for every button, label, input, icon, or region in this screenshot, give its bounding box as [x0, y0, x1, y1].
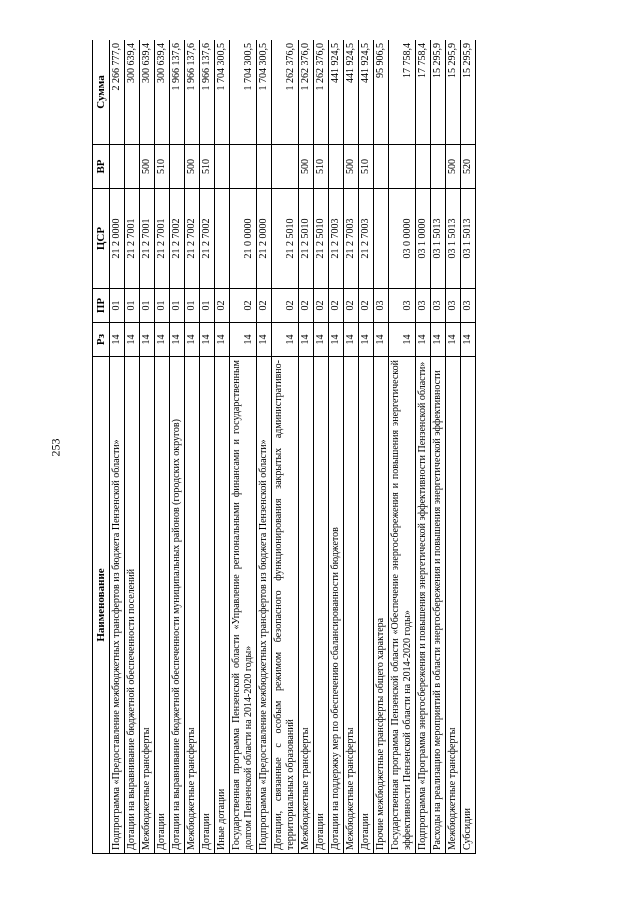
row-rz: 14: [257, 323, 272, 357]
row-vr: [230, 145, 257, 189]
table-row: [170, 40, 185, 854]
table-row: [110, 40, 125, 854]
row-sum: 300 639,4: [125, 40, 140, 145]
row-name: Дотации: [314, 357, 329, 854]
row-csr: 03 1 0000: [416, 189, 431, 289]
row-csr: 21 2 7003: [329, 189, 344, 289]
row-vr: 500: [185, 145, 200, 189]
row-pr: 01: [125, 289, 140, 323]
row-pr: 01: [200, 289, 215, 323]
row-csr: 03 1 5013: [446, 189, 461, 289]
row-name: Подпрограмма «Предоставление межбюджетных трансфертов из бюджета Пензенской области»: [257, 357, 272, 854]
row-csr: 21 2 5010: [299, 189, 314, 289]
header-name: Наименование: [93, 357, 110, 854]
row-name: Государственная программа Пензенской области «Обеспечение энергосбережения и повышения энергетической эффективности Пензенской области на 2014-2020 годы»: [389, 357, 416, 854]
row-sum: 441 924,5: [329, 40, 344, 145]
row-rz: 14: [461, 323, 476, 357]
header-csr: ЦСР: [93, 189, 110, 289]
row-pr: 02: [314, 289, 329, 323]
row-name: Дотации на поддержку мер по обеспечению сбалансированности бюджетов: [329, 357, 344, 854]
row-sum: 1 262 376,0: [299, 40, 314, 145]
table-row: [125, 40, 140, 854]
row-vr: [416, 145, 431, 189]
row-vr: [431, 145, 446, 189]
row-vr: [374, 145, 389, 189]
row-name: Дотации на выравнивание бюджетной обеспеченности поселений: [125, 357, 140, 854]
row-csr: 21 2 5010: [272, 189, 299, 289]
row-sum: 15 295,9: [431, 40, 446, 145]
row-pr: 02: [230, 289, 257, 323]
row-pr: 03: [416, 289, 431, 323]
row-vr: 500: [140, 145, 155, 189]
row-name: Подпрограмма «Предоставление межбюджетных трансфертов из бюджета Пензенской области»: [110, 357, 125, 854]
row-pr: 02: [344, 289, 359, 323]
row-name: Межбюджетные трансферты: [140, 357, 155, 854]
page-number: 253: [48, 438, 63, 457]
row-pr: 01: [110, 289, 125, 323]
row-rz: 14: [389, 323, 416, 357]
row-vr: [272, 145, 299, 189]
row-rz: 14: [230, 323, 257, 357]
row-vr: [215, 145, 230, 189]
row-pr: 01: [140, 289, 155, 323]
header-sum: Сумма: [93, 40, 110, 145]
row-csr: 21 2 7002: [185, 189, 200, 289]
row-name: Государственная программа Пензенской области «Управление региональными финансами и государственным долгом Пензенской области на 2014-2020 годы»: [230, 357, 257, 854]
row-name: Дотации: [155, 357, 170, 854]
row-csr: 21 2 0000: [110, 189, 125, 289]
row-sum: 1 704 300,5: [215, 40, 230, 145]
row-sum: 17 758,4: [416, 40, 431, 145]
row-rz: 14: [272, 323, 299, 357]
row-csr: 21 2 7002: [170, 189, 185, 289]
row-pr: 02: [257, 289, 272, 323]
row-name: Подпрограмма «Программа энергосбережения и повышения энергетической эффективности Пензенской области»: [416, 357, 431, 854]
row-name: Дотации: [200, 357, 215, 854]
table-row: [272, 40, 299, 854]
row-name: Субсидии: [461, 357, 476, 854]
row-rz: 14: [140, 323, 155, 357]
row-vr: 510: [200, 145, 215, 189]
table-row: [299, 40, 314, 854]
row-rz: 14: [431, 323, 446, 357]
row-name: Иные дотации: [215, 357, 230, 854]
row-vr: 500: [446, 145, 461, 189]
row-rz: 14: [170, 323, 185, 357]
row-rz: 14: [344, 323, 359, 357]
row-sum: 2 266 777,0: [110, 40, 125, 145]
row-pr: 03: [389, 289, 416, 323]
header-vr: ВР: [93, 145, 110, 189]
row-sum: 1 262 376,0: [272, 40, 299, 145]
table-row: [230, 40, 257, 854]
table-row: [374, 40, 389, 854]
row-pr: 03: [461, 289, 476, 323]
row-vr: 510: [314, 145, 329, 189]
table-row: [155, 40, 170, 854]
row-sum: 1 262 376,0: [314, 40, 329, 145]
row-pr: 02: [329, 289, 344, 323]
row-vr: [110, 145, 125, 189]
row-csr: 21 2 5010: [314, 189, 329, 289]
row-sum: 1 966 137,6: [185, 40, 200, 145]
row-sum: 95 906,5: [374, 40, 389, 145]
header-pr: ПР: [93, 289, 110, 323]
row-name: Дотации: [359, 357, 374, 854]
row-csr: 21 2 0000: [257, 189, 272, 289]
table-row: [200, 40, 215, 854]
rotated-page-content: [92, 40, 558, 854]
table-row: [185, 40, 200, 854]
row-vr: 500: [344, 145, 359, 189]
row-sum: 17 758,4: [389, 40, 416, 145]
row-pr: 02: [299, 289, 314, 323]
row-csr: 21 2 7001: [155, 189, 170, 289]
row-rz: 14: [416, 323, 431, 357]
row-vr: 500: [299, 145, 314, 189]
row-name: Дотации на выравнивание бюджетной обеспеченности муниципальных районов (городских округов): [170, 357, 185, 854]
table-row: [257, 40, 272, 854]
row-vr: 510: [155, 145, 170, 189]
row-vr: [257, 145, 272, 189]
row-csr: 03 0 0000: [389, 189, 416, 289]
table-row: [461, 40, 476, 854]
row-sum: 441 924,5: [344, 40, 359, 145]
rotated-table-area: [92, 40, 558, 854]
row-csr: 21 2 7001: [140, 189, 155, 289]
row-sum: 1 966 137,6: [170, 40, 185, 145]
row-sum: 15 295,9: [461, 40, 476, 145]
row-pr: 01: [155, 289, 170, 323]
row-csr: 21 0 0000: [230, 189, 257, 289]
table-row: [314, 40, 329, 854]
row-name: Межбюджетные трансферты: [185, 357, 200, 854]
row-rz: 14: [446, 323, 461, 357]
row-name: Межбюджетные трансферты: [299, 357, 314, 854]
table-row: [140, 40, 155, 854]
row-name: Межбюджетные трансферты: [344, 357, 359, 854]
row-sum: 441 924,5: [359, 40, 374, 145]
row-name: Расходы на реализацию мероприятий в области энергосбережения и повышения энергетической эффективности: [431, 357, 446, 854]
table-row: [215, 40, 230, 854]
row-pr: 03: [446, 289, 461, 323]
row-vr: [170, 145, 185, 189]
row-pr: 02: [359, 289, 374, 323]
table-row: [389, 40, 416, 854]
budget-table: [92, 40, 476, 854]
table-row: [431, 40, 446, 854]
row-rz: 14: [200, 323, 215, 357]
row-csr: 21 2 7003: [359, 189, 374, 289]
table-row: [329, 40, 344, 854]
table-row: [359, 40, 374, 854]
row-rz: 14: [110, 323, 125, 357]
row-csr: 03 1 5013: [431, 189, 446, 289]
row-vr: 520: [461, 145, 476, 189]
row-pr: 02: [272, 289, 299, 323]
row-csr: 21 2 7002: [200, 189, 215, 289]
row-rz: 14: [329, 323, 344, 357]
row-sum: 300 639,4: [140, 40, 155, 145]
row-rz: 14: [374, 323, 389, 357]
row-csr: 03 1 5013: [461, 189, 476, 289]
row-csr: 21 2 7001: [125, 189, 140, 289]
row-rz: 14: [125, 323, 140, 357]
row-pr: 01: [170, 289, 185, 323]
row-rz: 14: [314, 323, 329, 357]
row-pr: 03: [431, 289, 446, 323]
row-sum: 1 704 300,5: [230, 40, 257, 145]
row-vr: [125, 145, 140, 189]
row-csr: [215, 189, 230, 289]
row-rz: 14: [359, 323, 374, 357]
row-pr: 03: [374, 289, 389, 323]
table-header-row: [93, 40, 110, 854]
row-sum: 300 639,4: [155, 40, 170, 145]
row-rz: 14: [185, 323, 200, 357]
row-name: Дотации, связанные с особым режимом безопасного функционирования закрытых административно-территориальных образований: [272, 357, 299, 854]
row-vr: [329, 145, 344, 189]
row-csr: 21 2 7003: [344, 189, 359, 289]
header-rz: Рз: [93, 323, 110, 357]
row-sum: 1 704 300,5: [257, 40, 272, 145]
row-vr: [389, 145, 416, 189]
table-row: [416, 40, 431, 854]
row-rz: 14: [155, 323, 170, 357]
row-pr: 01: [185, 289, 200, 323]
row-vr: 510: [359, 145, 374, 189]
table-row: [344, 40, 359, 854]
table-row: [446, 40, 461, 854]
row-csr: [374, 189, 389, 289]
row-sum: 15 295,9: [446, 40, 461, 145]
row-rz: 14: [215, 323, 230, 357]
row-sum: 1 966 137,6: [200, 40, 215, 145]
row-pr: 02: [215, 289, 230, 323]
row-rz: 14: [299, 323, 314, 357]
row-name: Межбюджетные трансферты: [446, 357, 461, 854]
row-name: Прочие межбюджетные трансферты общего характера: [374, 357, 389, 854]
